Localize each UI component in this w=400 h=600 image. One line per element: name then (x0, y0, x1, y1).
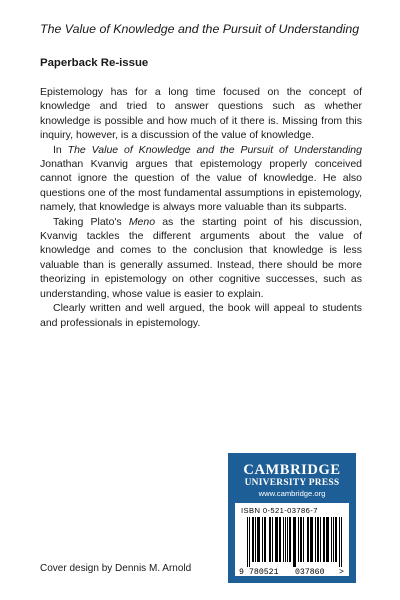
blurb-paragraph-1: Epistemology has for a long time focused on the concept of knowledge and tried to answer questions such as whether knowledge is possible and how much of it there is. Missing from this inquiry, however, is a discussion of the value of knowledge. (40, 86, 362, 142)
barcode-bar (317, 517, 318, 562)
barcode-bar (275, 517, 276, 562)
barcode-bar (333, 517, 334, 562)
publisher-name: CAMBRIDGE (243, 462, 341, 478)
barcode-bar (262, 517, 263, 562)
barcode-bar (315, 517, 316, 562)
barcode-addon-mark: > (339, 568, 344, 576)
publisher-panel (228, 453, 356, 583)
barcode-bar (331, 517, 332, 562)
barcode-bar (300, 517, 301, 562)
barcode-bar (264, 517, 265, 562)
barcode-bar (308, 517, 309, 562)
barcode-bar (303, 517, 304, 562)
barcode-bar (295, 517, 296, 567)
barcode-bar (290, 517, 291, 562)
barcode-bar (336, 517, 337, 562)
barcode-bar (270, 517, 271, 562)
barcode-bar (339, 517, 340, 567)
barcode-bar (276, 517, 277, 562)
barcode-bar (285, 517, 286, 562)
publisher-logo (228, 462, 356, 499)
barcode-bar (310, 517, 311, 562)
barcode-bar (265, 517, 266, 562)
barcode-bar (279, 517, 280, 562)
barcode-digit-lead: 9 (239, 568, 244, 576)
cover-design-credit: Cover design by Dennis M. Arnold (40, 563, 192, 574)
barcode-bar (258, 517, 259, 562)
barcode-bar (293, 517, 294, 567)
barcode-bar (283, 517, 284, 562)
barcode-bar (312, 517, 313, 562)
barcode-icon (235, 517, 349, 576)
blurb-paragraph-2-rest: Jonathan Kvanvig argues that epistemology properly conceived cannot ignore the question of the value of knowledge. He also questions one of the most fundamental assumptions in epistemology, namely, that knowledge is always more valuable than its subparts. (40, 158, 362, 214)
book-title: The Value of Knowledge and the Pursuit of Understanding (40, 22, 360, 36)
isbn-label: ISBN 0-521-03786-7 (241, 506, 318, 515)
barcode-bar (328, 517, 329, 562)
blurb-paragraph-2 (40, 143, 362, 215)
barcode-bar (252, 517, 253, 562)
barcode-bar (249, 517, 250, 567)
barcode-bar (247, 517, 248, 567)
barcode-bar (326, 517, 327, 562)
barcode-bar (269, 517, 270, 562)
blurb-book-title: The Value of Knowledge and the Pursuit of Understanding (67, 143, 362, 156)
barcode-bar (301, 517, 302, 562)
publisher-subname: UNIVERSITY PRESS (244, 478, 340, 488)
blurb-paragraph-3-lead: Taking Plato's (53, 215, 129, 228)
barcode-bar (287, 517, 288, 562)
barcode-bar (335, 517, 336, 562)
barcode-box (235, 503, 349, 576)
barcode-bar (257, 517, 258, 562)
blurb-paragraph-3-rest: as the starting point of his discussion, Kvanvig tackles the different arguments about the value of knowledge and comes to the conclusion that knowledge is less valuable than is generally assumed. Instead, there should be more theorizing in epistemology on other cognitive successes, such as understanding, whose value is easier to explain. (40, 215, 363, 300)
blurb-paragraph-4: Clearly written and well argued, the book will appeal to students and professionals in epistemology. (40, 302, 362, 329)
barcode-bar (341, 517, 342, 567)
barcode-bar (272, 517, 273, 562)
barcode-digits-right: 037860 (295, 568, 325, 576)
blurb-meno-title: Meno (128, 215, 156, 228)
publisher-url: www.cambridge.org (258, 489, 326, 498)
barcode-bar (327, 517, 328, 562)
barcode-bar (311, 517, 312, 562)
blurb-paragraph-3 (40, 215, 362, 301)
barcode-bar (253, 517, 254, 562)
barcode-bar (277, 517, 278, 562)
edition-label: Paperback Re-issue (40, 57, 149, 69)
barcode-bar (294, 517, 295, 567)
barcode-digits-left: 780521 (249, 568, 279, 576)
barcode-bar (259, 517, 260, 562)
barcode-bar (289, 517, 290, 562)
barcode-bar (255, 517, 256, 562)
blurb-paragraph-2-lead: In (53, 143, 68, 156)
barcode-bar (318, 517, 319, 562)
barcode-bar (298, 517, 299, 562)
barcode-bar (323, 517, 324, 562)
barcode-bar (280, 517, 281, 562)
barcode-bar (307, 517, 308, 562)
blurb (40, 85, 362, 330)
barcode-bar (320, 517, 321, 562)
barcode-bar (324, 517, 325, 562)
